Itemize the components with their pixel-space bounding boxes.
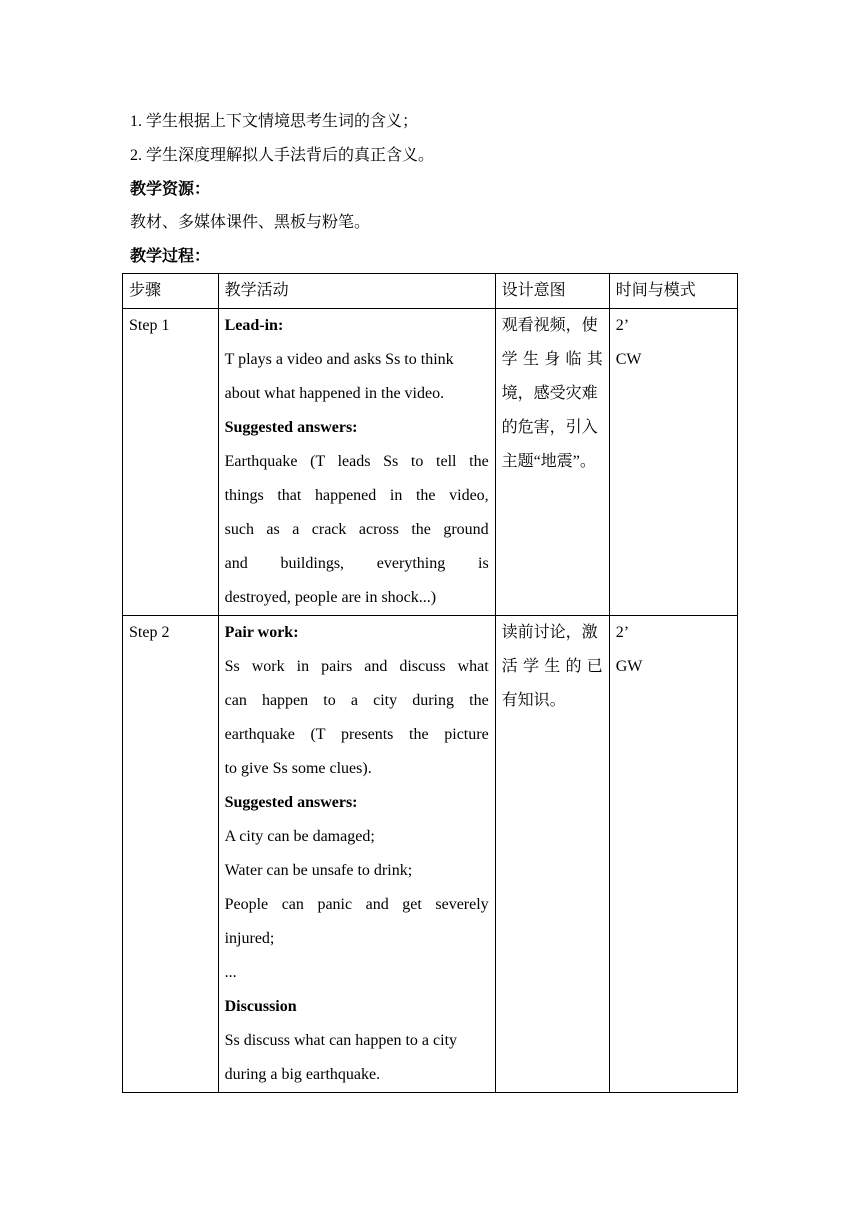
intent-line: 的危害，引入 (501, 419, 598, 436)
header-step: 步骤 (123, 274, 219, 309)
table-row (123, 616, 738, 1093)
intent-line: 境，感受灾难 (501, 385, 598, 402)
activity-line: Water can be unsafe to drink; (224, 862, 413, 879)
lesson-table (122, 273, 738, 1093)
time-mode-cell (609, 616, 737, 1093)
activity-line: during a big earthquake. (224, 1066, 381, 1083)
intent-cell (495, 616, 609, 1093)
activity-line: can happen to a city during the (224, 692, 489, 709)
mode-value: CW (615, 351, 642, 368)
activity-title: Lead-in: (224, 317, 284, 334)
activity-line: People can panic and get severely (224, 896, 489, 913)
step-cell: Step 2 (123, 616, 219, 1093)
step-cell: Step 1 (123, 309, 219, 616)
intent-line: 读前讨论，激 (501, 624, 598, 641)
mode-value: GW (615, 658, 643, 675)
intent-line: 学 生 身 临 其 (501, 351, 603, 368)
activity-line: to give Ss some clues). (224, 760, 372, 777)
activity-line: things that happened in the video, (224, 487, 489, 504)
header-activity: 教学活动 (218, 274, 495, 309)
activity-line: and buildings, everything is (224, 555, 489, 572)
activity-line: earthquake (T presents the picture (224, 726, 489, 743)
time-value: 2’ (615, 624, 630, 641)
table-header-row (123, 274, 738, 309)
activity-line: destroyed, people are in shock...) (224, 589, 437, 606)
intent-line: 主题“地震”。 (501, 453, 596, 470)
activity-line: about what happened in the video. (224, 385, 445, 402)
objective-1: 1. 学生根据上下文情境思考生词的含义； (130, 113, 419, 130)
activity-line: T plays a video and asks Ss to think (224, 351, 454, 368)
intent-cell (495, 309, 609, 616)
intent-line: 观看视频，使 (501, 317, 598, 334)
intent-line: 活 学 生 的 已 (501, 658, 603, 675)
activity-title: Pair work: (224, 624, 299, 641)
header-time-mode: 时间与模式 (609, 274, 737, 309)
intent-line: 有知识。 (501, 692, 566, 709)
activity-cell (218, 309, 495, 616)
activity-line: A city can be damaged; (224, 828, 375, 845)
header-intent: 设计意图 (495, 274, 609, 309)
answers-title: Suggested answers: (224, 794, 358, 811)
discussion-title: Discussion (224, 998, 297, 1015)
activity-line: such as a crack across the ground (224, 521, 489, 538)
activity-line: ... (224, 964, 237, 981)
activity-line: Ss discuss what can happen to a city (224, 1032, 458, 1049)
activity-line: Earthquake (T leads Ss to tell the (224, 453, 489, 470)
answers-title: Suggested answers: (224, 419, 358, 436)
resources-heading: 教学资源： (130, 181, 211, 198)
resources-text: 教材、多媒体课件、黑板与粉笔。 (130, 214, 371, 231)
activity-cell (218, 616, 495, 1093)
time-value: 2’ (615, 317, 630, 334)
activity-line: Ss work in pairs and discuss what (224, 658, 489, 675)
activity-line: injured; (224, 930, 275, 947)
objective-2: 2. 学生深度理解拟人手法背后的真正含义。 (130, 147, 435, 164)
process-heading: 教学过程： (130, 248, 211, 265)
time-mode-cell (609, 309, 737, 616)
table-row (123, 309, 738, 616)
